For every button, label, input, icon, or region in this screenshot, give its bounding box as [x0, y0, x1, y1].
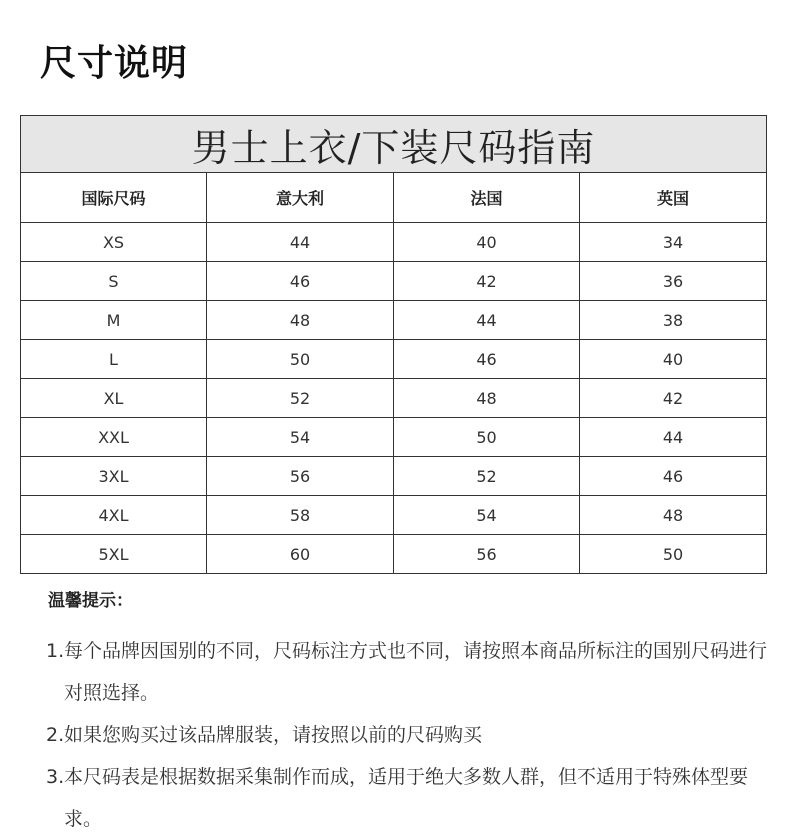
- cell-italy: 44: [207, 223, 394, 262]
- table-row: [21, 496, 767, 535]
- size-chart-table: [20, 115, 767, 574]
- cell-france: 48: [394, 379, 580, 418]
- table-header-row: [21, 173, 767, 223]
- cell-france: 46: [394, 340, 580, 379]
- table-row: [21, 262, 767, 301]
- table-row: [21, 223, 767, 262]
- tip-number: 3.: [46, 766, 65, 788]
- cell-international-size: 5XL: [21, 535, 207, 574]
- cell-international-size: 4XL: [21, 496, 207, 535]
- table-row: [21, 418, 767, 457]
- cell-france: 40: [394, 223, 580, 262]
- tip-text: 本尺码表是根据数据采集制作而成，适用于绝大多数人群，但不适用于特殊体型要求。: [64, 766, 749, 830]
- cell-france: 42: [394, 262, 580, 301]
- cell-italy: 56: [207, 457, 394, 496]
- cell-uk: 34: [580, 223, 767, 262]
- cell-international-size: M: [21, 301, 207, 340]
- tip-item: [46, 756, 768, 840]
- cell-italy: 58: [207, 496, 394, 535]
- cell-italy: 46: [207, 262, 394, 301]
- table-row: [21, 457, 767, 496]
- cell-international-size: XXL: [21, 418, 207, 457]
- tips-title: 温馨提示：: [48, 591, 133, 611]
- cell-italy: 60: [207, 535, 394, 574]
- cell-italy: 52: [207, 379, 394, 418]
- tip-number: 2.: [46, 724, 65, 746]
- cell-international-size: S: [21, 262, 207, 301]
- cell-international-size: 3XL: [21, 457, 207, 496]
- table-row: [21, 535, 767, 574]
- page-title: 尺寸说明: [40, 43, 189, 84]
- cell-international-size: XS: [21, 223, 207, 262]
- table-row: [21, 340, 767, 379]
- tip-text: 每个品牌因国别的不同，尺码标注方式也不同，请按照本商品所标注的国别尺码进行对照选择。: [64, 640, 768, 704]
- cell-uk: 44: [580, 418, 767, 457]
- cell-uk: 50: [580, 535, 767, 574]
- cell-uk: 48: [580, 496, 767, 535]
- header-italy: 意大利: [207, 173, 394, 223]
- cell-france: 44: [394, 301, 580, 340]
- table-banner-title: 男士上衣/下装尺码指南: [21, 116, 767, 173]
- tip-text: 如果您购买过该品牌服装，请按照以前的尺码购买: [64, 724, 483, 746]
- header-france: 法国: [394, 173, 580, 223]
- header-international-size: 国际尺码: [21, 173, 207, 223]
- cell-italy: 54: [207, 418, 394, 457]
- table-row: [21, 379, 767, 418]
- cell-uk: 40: [580, 340, 767, 379]
- cell-uk: 42: [580, 379, 767, 418]
- table-row: [21, 301, 767, 340]
- tip-item: [46, 630, 768, 714]
- cell-international-size: XL: [21, 379, 207, 418]
- cell-italy: 48: [207, 301, 394, 340]
- header-uk: 英国: [580, 173, 767, 223]
- cell-france: 50: [394, 418, 580, 457]
- cell-france: 56: [394, 535, 580, 574]
- cell-uk: 38: [580, 301, 767, 340]
- cell-uk: 46: [580, 457, 767, 496]
- cell-france: 54: [394, 496, 580, 535]
- tip-item: [46, 714, 768, 756]
- cell-italy: 50: [207, 340, 394, 379]
- cell-uk: 36: [580, 262, 767, 301]
- cell-france: 52: [394, 457, 580, 496]
- tips-section: [48, 590, 768, 840]
- cell-international-size: L: [21, 340, 207, 379]
- tip-number: 1.: [46, 640, 65, 662]
